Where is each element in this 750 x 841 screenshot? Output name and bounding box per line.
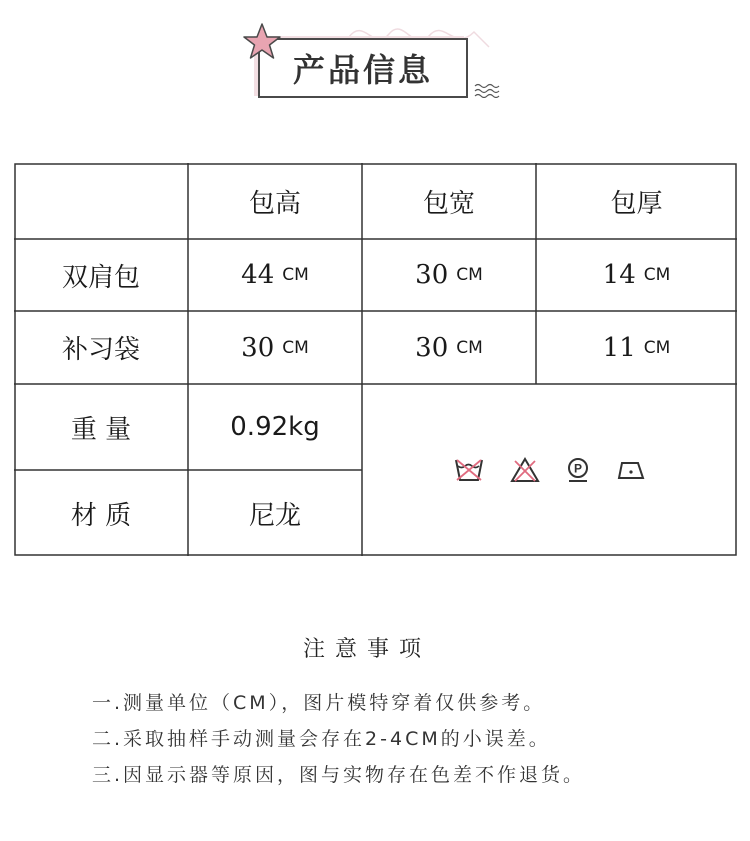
cell-unit: CM	[643, 337, 671, 358]
cell-value: 14	[602, 260, 636, 290]
page-title: 产品信息	[292, 51, 433, 89]
note-item-2: 二.采取抽样手动测量会存在2-4CM的小误差。	[92, 728, 551, 750]
cell-unit: CM	[643, 265, 671, 285]
cell-value: 11	[602, 332, 636, 363]
do-not-bleach-icon	[510, 457, 540, 483]
cell-value: 30	[415, 332, 449, 363]
dry-clean-p-icon	[566, 457, 590, 483]
header-bag-thickness: 包厚	[610, 188, 663, 219]
iron-icon	[616, 458, 646, 482]
wave-decoration-icon	[474, 82, 504, 98]
cell-value: 30	[241, 332, 275, 363]
cell-unit: CM	[282, 337, 309, 358]
header-bag-width: 包宽	[422, 188, 475, 219]
care-symbols	[454, 457, 646, 483]
row-label-material: 材 质	[70, 500, 132, 531]
svg-text:P: P	[573, 461, 582, 476]
note-item-3: 三.因显示器等原因，图与实物存在色差不作退货。	[92, 764, 586, 786]
table-cell	[188, 239, 362, 311]
cell-unit: CM	[456, 337, 483, 358]
star-icon	[242, 22, 282, 62]
cell-unit: CM	[456, 265, 483, 285]
notes-title: 注意事项	[302, 637, 431, 662]
header-bag-height: 包高	[248, 188, 301, 219]
table-cell	[362, 239, 536, 311]
row-label-backpack: 双肩包	[61, 262, 140, 293]
table-cell	[188, 311, 362, 384]
cell-value: 30	[415, 260, 449, 290]
table-cell	[536, 311, 737, 384]
cell-unit: CM	[282, 265, 309, 285]
note-item-1: 一.测量单位（CM），图片模特穿着仅供参考。	[92, 692, 546, 714]
table-cell	[362, 311, 536, 384]
cell-value: 44	[241, 260, 275, 290]
section-title-badge	[240, 22, 510, 122]
weight-value: 0.92kg	[230, 412, 320, 442]
title-box	[258, 38, 468, 98]
row-label-tutoring-bag: 补习袋	[61, 335, 140, 365]
product-info-table	[14, 163, 737, 556]
material-value: 尼龙	[248, 500, 301, 531]
row-label-weight: 重 量	[70, 414, 132, 445]
table-cell	[536, 239, 737, 311]
hand-wash-icon	[454, 457, 484, 483]
care-symbols-cell	[362, 384, 737, 556]
